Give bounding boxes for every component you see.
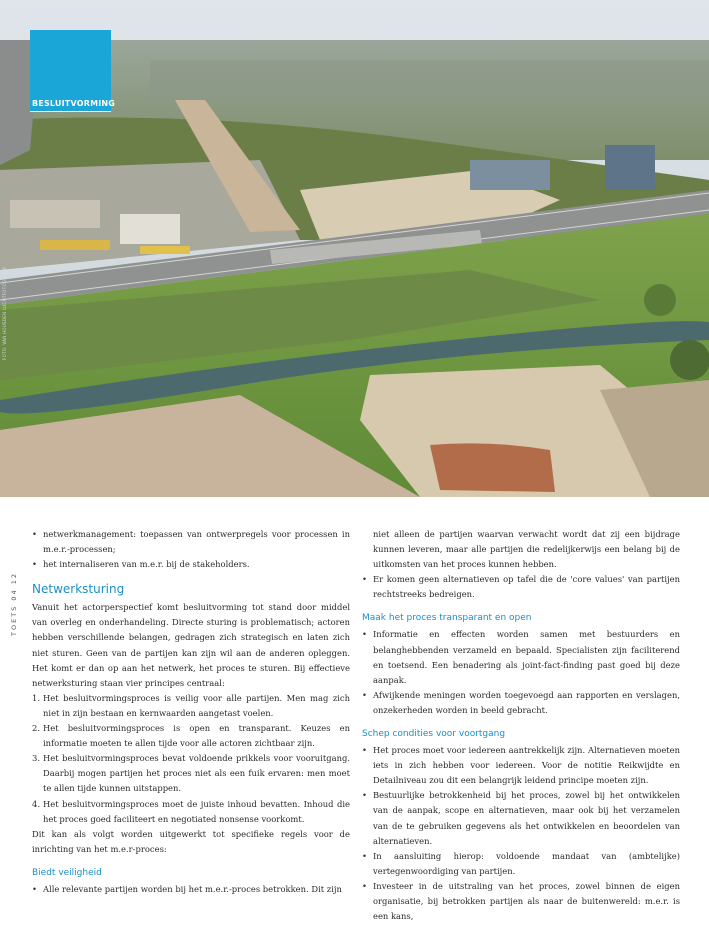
running-header: TOETS 04 12 bbox=[10, 572, 18, 636]
list-item-text: Het besluitvormingsproces is veilig voor alle partijen. Men mag zich niet in zijn bestaan en kernwaarden aangetast voelen. bbox=[43, 692, 350, 718]
section-tag-rule bbox=[30, 111, 111, 112]
list-item: • Investeer in de uitstraling van het proces, zowel binnen de eigen organisatie, bij betrokken partijen als naar de buitenwereld: m.e.r. is een kans, bbox=[362, 879, 680, 924]
bullet-list bbox=[362, 572, 680, 602]
bullet-list bbox=[362, 627, 680, 718]
right-column bbox=[362, 527, 680, 924]
bullet-list bbox=[362, 743, 680, 924]
list-item-text: Het besluitvormingsproces bevat voldoende prikkels voor vooruitgang. Daarbij mogen partijen het proces niet als een fuik ervaren: men moet te allen tijde kunnen uitstappen. bbox=[43, 753, 350, 794]
section-label: BESLUITVORMING bbox=[32, 99, 116, 108]
subheading: Biedt veiligheid bbox=[32, 867, 102, 878]
list-item bbox=[32, 751, 350, 796]
subheading: Schep condities voor voortgang bbox=[362, 729, 506, 740]
list-item bbox=[32, 721, 350, 751]
list-item: • Alle relevante partijen worden bij het m.e.r.-proces betrokken. Dit zijn bbox=[32, 882, 350, 897]
list-item-text: Het besluitvormingsproces is open en transparant. Keuzes en informatie moeten te allen tijde voor alle actoren zichtbaar zijn. bbox=[43, 723, 350, 749]
continued-text: niet alleen de partijen waarvan verwacht wordt dat zij een bijdrage kunnen leveren, maar alle partijen die redelijkerwijs een belang bij de uitkomsten van het proces kunnen hebben. bbox=[373, 529, 680, 570]
list-item-text: Het besluitvormingsproces moet de juiste inhoud bevatten. Inhoud die het proces goed faciliteert en negotiated nonsense voorkomt. bbox=[43, 798, 350, 824]
list-item: • In aansluiting hierop: voldoende mandaat van (ambtelijke) vertegenwoordiging van partijen. bbox=[362, 849, 680, 879]
list-number: 1. bbox=[32, 692, 40, 703]
body-paragraph: Vanuit het actorperspectief komt besluitvorming tot stand door middel van overleg en onderhandeling. Directe sturing is problematisch; actoren hebben verschillende belangen, gedragen zich strategisch en laten zich niet sturen. Geen van de partijen kan zijn wil aan de anderen opleggen. Het komt er dan op aan het netwerk, het proces te sturen. Bij effectieve netwerksturing staan vier principes centraal: bbox=[32, 602, 350, 688]
sub-bullet-list bbox=[32, 882, 350, 897]
list-number: 2. bbox=[32, 723, 40, 734]
list-number: 3. bbox=[32, 753, 40, 764]
intro-bullet-list bbox=[32, 527, 350, 572]
left-column bbox=[32, 527, 350, 897]
section-heading: Netwerksturing bbox=[32, 582, 125, 597]
list-item bbox=[32, 797, 350, 827]
principles-list bbox=[32, 691, 350, 827]
list-item: • het internaliseren van m.e.r. bij de stakeholders. bbox=[32, 557, 350, 572]
list-item bbox=[32, 691, 350, 721]
body-paragraph: Dit kan als volgt worden uitgewerkt tot specifieke regels voor de inrichting van het m.e.r-proces: bbox=[32, 828, 350, 854]
list-number: 4. bbox=[32, 798, 40, 809]
list-item: • Er komen geen alternatieven op tafel die de 'core values' van partijen rechtstreeks bedreigen. bbox=[362, 572, 680, 602]
list-item: • Bestuurlijke betrokkenheid bij het proces, zowel bij het ontwikkelen van de aanpak, scope en alternatieven, maar ook bij het verzamelen van de te gebruiken gegevens als het ontwikkelen en beoordelen van alternatieven. bbox=[362, 788, 680, 848]
subheading: Maak het proces transparant en open bbox=[362, 613, 532, 624]
list-item: • netwerkmanagement: toepassen van ontwerpregels voor processen in m.e.r.-processen; bbox=[32, 527, 350, 557]
photo-credit: FOTO: VAN HOUSDEN LUCHTFOTOGRAFIE bbox=[2, 266, 7, 360]
list-item: • Het proces moet voor iedereen aantrekkelijk zijn. Alternatieven moeten iets in zich hebben voor iedereen. Voor de notitie Reikwijdte en Detailniveau zou dit een belangrijk leidend principe moeten zijn. bbox=[362, 743, 680, 788]
list-item: • Afwijkende meningen worden toegevoegd aan rapporten en verslagen, onzekerheden worden in beeld gebracht. bbox=[362, 688, 680, 718]
list-item: • Informatie en effecten worden samen met bestuurders en belanghebbenden verzameld en bepaald. Specialisten zijn faciliterend en toetsend. Een benadering als joint-fact-finding past goed bij deze aanpak. bbox=[362, 627, 680, 687]
